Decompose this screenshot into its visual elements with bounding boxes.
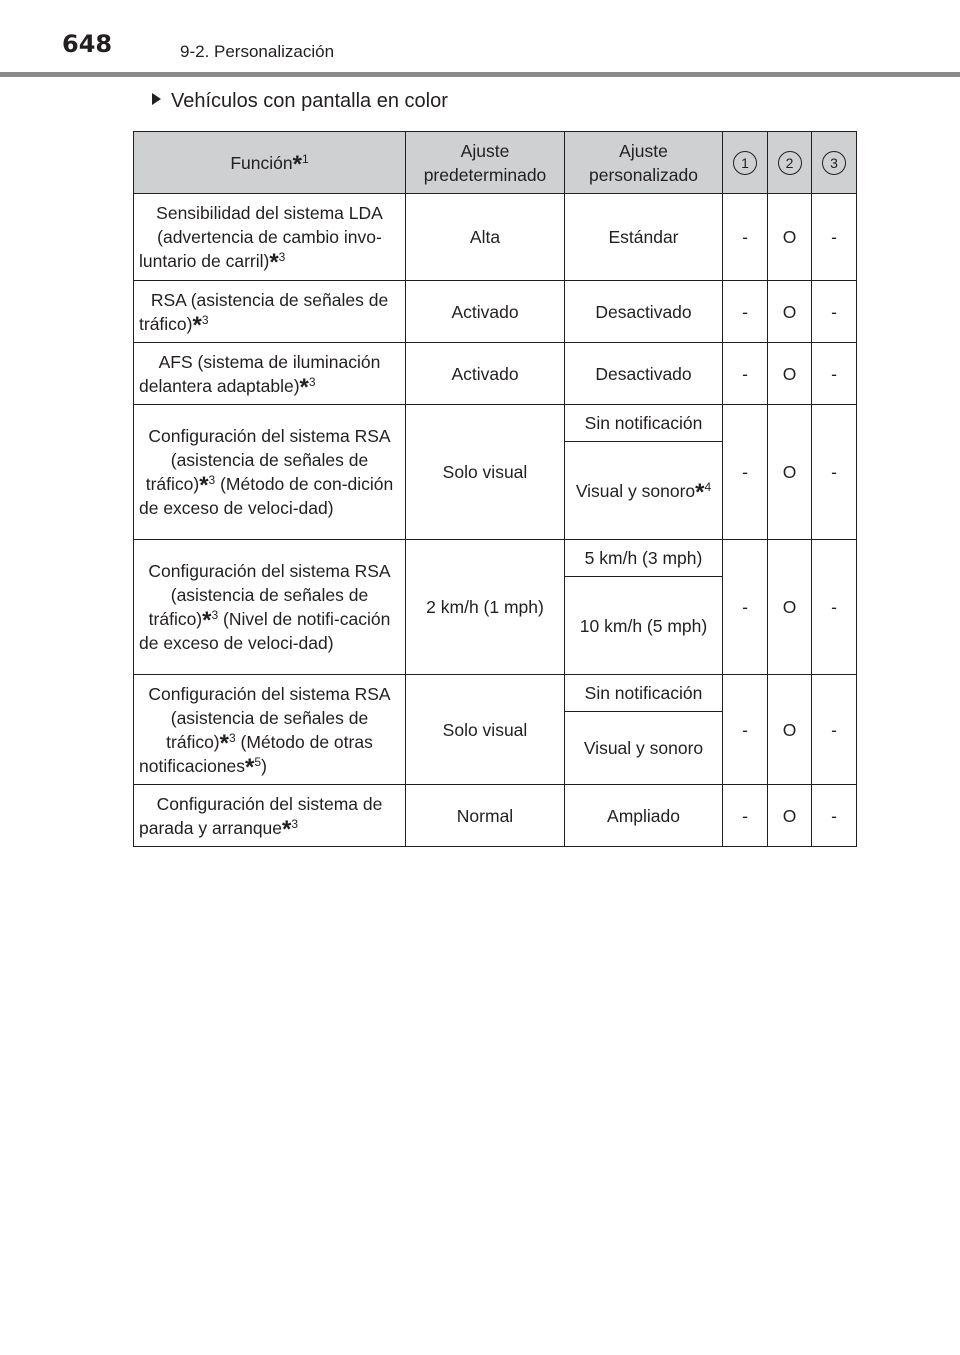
subheading-text: Vehículos con pantalla en color [171, 90, 448, 112]
table-row [134, 343, 857, 405]
triangle-bullet-icon [152, 93, 161, 105]
header-col2 [768, 132, 812, 194]
asterisk-icon: * [199, 472, 209, 499]
table-row [134, 281, 857, 343]
default-cell: Alta [406, 194, 565, 281]
asterisk-icon: * [202, 607, 212, 634]
header-default: Ajuste predeterminado [406, 132, 565, 194]
asterisk-icon: * [245, 753, 255, 781]
custom-cell: Sin notificación [565, 675, 723, 712]
page-header [0, 0, 960, 78]
col1-cell: - [723, 540, 768, 675]
custom-cell: Estándar [565, 194, 723, 281]
custom-cell: Desactivado [565, 343, 723, 405]
header-custom: Ajuste personalizado [565, 132, 723, 194]
custom-cell: Visual y sonoro*$^4$ [565, 442, 723, 540]
default-cell: Activado [406, 343, 565, 405]
page-number: 648 [62, 30, 113, 58]
col2-cell: O [768, 675, 812, 785]
col2-cell: O [768, 194, 812, 281]
table-row [134, 785, 857, 847]
asterisk-icon: * [282, 815, 292, 843]
custom-cell: Desactivado [565, 281, 723, 343]
asterisk-icon: * [299, 373, 309, 401]
custom-cell: Visual y sonoro [565, 712, 723, 785]
asterisk-icon: * [192, 311, 202, 339]
function-cell: Sensibilidad del sistema LDA (advertencia de cambio invo-luntario de carril)*$^3$ [134, 194, 406, 281]
custom-cell: Ampliado [565, 785, 723, 847]
section-title: 9-2. Personalización [180, 42, 335, 61]
default-cell: Activado [406, 281, 565, 343]
table-row [134, 194, 857, 281]
table-row [134, 405, 857, 442]
default-cell: Solo visual [406, 675, 565, 785]
col2-cell: O [768, 785, 812, 847]
asterisk-icon: * [292, 150, 302, 178]
col3-cell: - [812, 281, 857, 343]
col1-cell: - [723, 194, 768, 281]
default-cell: Normal [406, 785, 565, 847]
col2-cell: O [768, 343, 812, 405]
asterisk-icon: * [219, 729, 229, 757]
col2-cell: O [768, 405, 812, 540]
function-cell: RSA (asistencia de señales de tráfico)*$^3$ [134, 281, 406, 343]
asterisk-icon: * [269, 249, 279, 276]
function-cell: Configuración del sistema de parada y arranque*$^3$ [134, 785, 406, 847]
function-cell: AFS (sistema de iluminación delantera adaptable)*$^3$ [134, 343, 406, 405]
col3-cell: - [812, 343, 857, 405]
col3-cell: - [812, 540, 857, 675]
col1-cell: - [723, 785, 768, 847]
col3-cell: - [812, 785, 857, 847]
col1-cell: - [723, 675, 768, 785]
function-cell: Configuración del sistema RSA (asistencia de señales de tráfico)*$^3$ (Método de con-dición de exceso de veloci-dad) [134, 405, 406, 540]
col1-cell: - [723, 343, 768, 405]
settings-table [133, 131, 857, 847]
header-col3 [812, 132, 857, 194]
custom-cell: 10 km/h (5 mph) [565, 577, 723, 675]
header-function: Función*$^1$ [134, 132, 406, 194]
function-cell: Configuración del sistema RSA (asistencia de señales de tráfico)*$^3$ (Método de otras notificaciones*$^5$) [134, 675, 406, 785]
circled-3-icon: 3 [822, 151, 846, 175]
asterisk-icon: * [695, 478, 705, 506]
default-cell: Solo visual [406, 405, 565, 540]
col3-cell: - [812, 405, 857, 540]
table-header-row [134, 132, 857, 194]
default-cell: 2 km/h (1 mph) [406, 540, 565, 675]
col1-cell: - [723, 405, 768, 540]
header-col1 [723, 132, 768, 194]
col2-cell: O [768, 540, 812, 675]
header-rule [0, 72, 960, 77]
function-cell: Configuración del sistema RSA (asistencia de señales de tráfico)*$^3$ (Nivel de notifi-cación de exceso de veloci-dad) [134, 540, 406, 675]
table-row [134, 675, 857, 712]
circled-2-icon: 2 [778, 151, 802, 175]
subheading [152, 90, 448, 113]
table-row [134, 540, 857, 577]
circled-1-icon: 1 [733, 151, 757, 175]
col2-cell: O [768, 281, 812, 343]
custom-cell: Sin notificación [565, 405, 723, 442]
col3-cell: - [812, 675, 857, 785]
custom-cell: 5 km/h (3 mph) [565, 540, 723, 577]
col1-cell: - [723, 281, 768, 343]
col3-cell: - [812, 194, 857, 281]
